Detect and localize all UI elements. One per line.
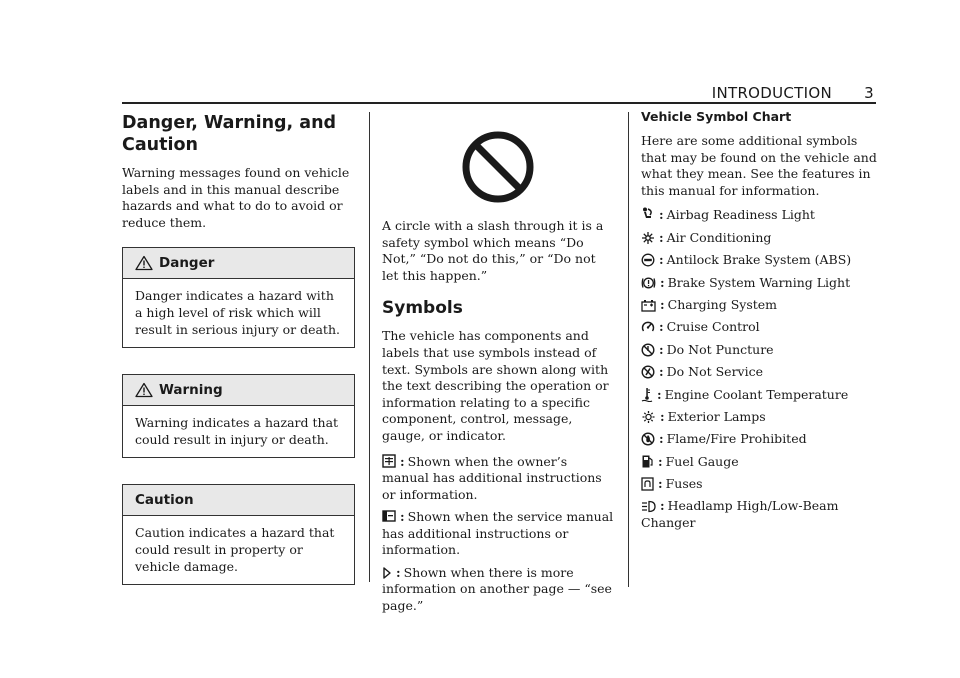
symbol-row-battery: : Charging System bbox=[641, 297, 879, 314]
prohibition-symbol-icon bbox=[461, 130, 535, 204]
section-title: INTRODUCTION bbox=[711, 84, 832, 102]
section-heading-symbols: Symbols bbox=[382, 298, 463, 319]
danger-label: Danger bbox=[159, 255, 215, 272]
do-not-service-text: Do Not Service bbox=[666, 364, 763, 380]
symbol-row-airbag: : Airbag Readiness Light bbox=[641, 207, 879, 224]
symbol-row-cruise-control: : Cruise Control bbox=[641, 319, 879, 336]
symbol-row-do-not-puncture: : Do Not Puncture bbox=[641, 342, 879, 359]
do-not-puncture-icon bbox=[641, 343, 655, 357]
symbol-chart-intro-text: Here are some additional symbols that may be found on the vehicle and what they mean. See the features in this manual for information. bbox=[641, 133, 877, 198]
warning-box bbox=[122, 374, 355, 458]
owners-manual-icon bbox=[382, 454, 396, 468]
warning-text: Warning indicates a hazard that could result in injury or death. bbox=[135, 415, 339, 447]
column-safety bbox=[122, 112, 355, 611]
symbol-row-headlamp-beam: : Headlamp High/Low-Beam Changer bbox=[641, 498, 839, 531]
column-divider-2 bbox=[628, 112, 629, 587]
symbol-row-coolant-temperature: : Engine Coolant Temperature bbox=[641, 387, 879, 404]
header-rule bbox=[122, 102, 876, 104]
caution-box-header bbox=[123, 485, 354, 516]
danger-box bbox=[122, 247, 355, 348]
column-divider-1 bbox=[369, 112, 370, 582]
cruise-control-icon bbox=[641, 320, 655, 334]
air-conditioning-icon bbox=[641, 231, 655, 245]
brake-warning-icon bbox=[641, 276, 656, 290]
symbols-intro-text: The vehicle has components and labels that use symbols instead of text. Symbols are shown along with the text describing the operation or information relating to a specific component, control, message, gauge, or indicator. bbox=[382, 328, 609, 443]
see-page-icon bbox=[382, 567, 392, 579]
flame-prohibited-icon bbox=[641, 432, 655, 446]
symbol-row-do-not-service: : Do Not Service bbox=[641, 364, 879, 381]
do-not-puncture-text: Do Not Puncture bbox=[666, 341, 774, 357]
exterior-lamps-text: Exterior Lamps bbox=[667, 408, 766, 424]
warning-box-header bbox=[123, 375, 354, 406]
flame-prohibited-text: Flame/Fire Prohibited bbox=[666, 431, 807, 447]
symbol-row-abs: : Antilock Brake System (ABS) bbox=[641, 252, 879, 269]
warning-triangle-icon bbox=[135, 255, 153, 271]
caution-label: Caution bbox=[135, 492, 194, 509]
exterior-lamps-icon bbox=[641, 410, 656, 424]
abs-icon bbox=[641, 253, 655, 267]
symbol-row-flame-prohibited: : Flame/Fire Prohibited bbox=[641, 431, 879, 448]
fuel-gauge-icon bbox=[641, 454, 654, 469]
column-symbols bbox=[382, 120, 614, 620]
do-not-service-icon bbox=[641, 365, 655, 379]
symbol-row-brake-warning: : Brake System Warning Light bbox=[641, 275, 879, 292]
column-vehicle-symbol-chart bbox=[641, 109, 879, 537]
symbol-row-air-conditioning: : Air Conditioning bbox=[641, 230, 879, 247]
brake-warning-text: Brake System Warning Light bbox=[667, 274, 851, 290]
air-conditioning-text: Air Conditioning bbox=[666, 229, 772, 245]
abs-text: Antilock Brake System (ABS) bbox=[666, 252, 852, 268]
fuses-text: Fuses bbox=[665, 476, 703, 492]
warning-label: Warning bbox=[159, 382, 223, 399]
symbol-row-exterior-lamps: : Exterior Lamps bbox=[641, 409, 879, 426]
owners-manual-text: Shown when the owner’s manual has additional instructions or information. bbox=[382, 453, 602, 502]
battery-text: Charging System bbox=[667, 296, 778, 312]
section-heading-danger-warning-caution: Danger, Warning, and Caution bbox=[122, 113, 337, 155]
coolant-temperature-icon bbox=[641, 387, 653, 402]
danger-box-header bbox=[123, 248, 354, 279]
danger-text: Danger indicates a hazard with a high level of risk which will result in serious injury or death. bbox=[135, 288, 340, 337]
service-manual-icon bbox=[382, 509, 396, 523]
cruise-control-text: Cruise Control bbox=[666, 319, 760, 335]
fuel-gauge-text: Fuel Gauge bbox=[665, 453, 739, 469]
prohibition-symbol-text: A circle with a slash through it is a safety symbol which means “Do Not,” “Do not do this,” or “Do not let this happen.” bbox=[382, 218, 604, 283]
symbol-item-service-manual: : Shown when the service manual has additional instructions or information. bbox=[382, 509, 614, 558]
battery-icon bbox=[641, 299, 656, 312]
page-number: 3 bbox=[864, 84, 874, 102]
caution-box bbox=[122, 484, 355, 585]
coolant-temperature-text: Engine Coolant Temperature bbox=[664, 386, 849, 402]
symbol-item-owners-manual: : Shown when the owner’s manual has additional instructions or information. bbox=[382, 453, 602, 502]
fuses-icon bbox=[641, 477, 654, 491]
caution-text: Caution indicates a hazard that could result in property or vehicle damage. bbox=[135, 525, 335, 574]
headlamp-beam-icon bbox=[641, 500, 656, 513]
service-manual-text: Shown when the service manual has additional instructions or information. bbox=[382, 509, 614, 558]
warning-intro-text: Warning messages found on vehicle labels and in this manual describe hazards and what to do to avoid or reduce them. bbox=[122, 165, 350, 230]
section-heading-vehicle-symbol-chart: Vehicle Symbol Chart bbox=[641, 109, 792, 124]
symbol-row-fuses: : Fuses bbox=[641, 476, 879, 493]
warning-triangle-icon bbox=[135, 382, 153, 398]
airbag-text: Airbag Readiness Light bbox=[666, 207, 815, 223]
see-page-text: Shown when there is more information on another page — “see page.” bbox=[382, 564, 612, 613]
symbol-row-fuel-gauge: : Fuel Gauge bbox=[641, 454, 879, 471]
headlamp-beam-text: Headlamp High/Low-Beam Changer bbox=[641, 498, 839, 531]
symbol-item-see-page: : Shown when there is more information on another page — “see page.” bbox=[382, 564, 612, 613]
page-header bbox=[122, 80, 876, 102]
airbag-icon bbox=[641, 207, 655, 222]
